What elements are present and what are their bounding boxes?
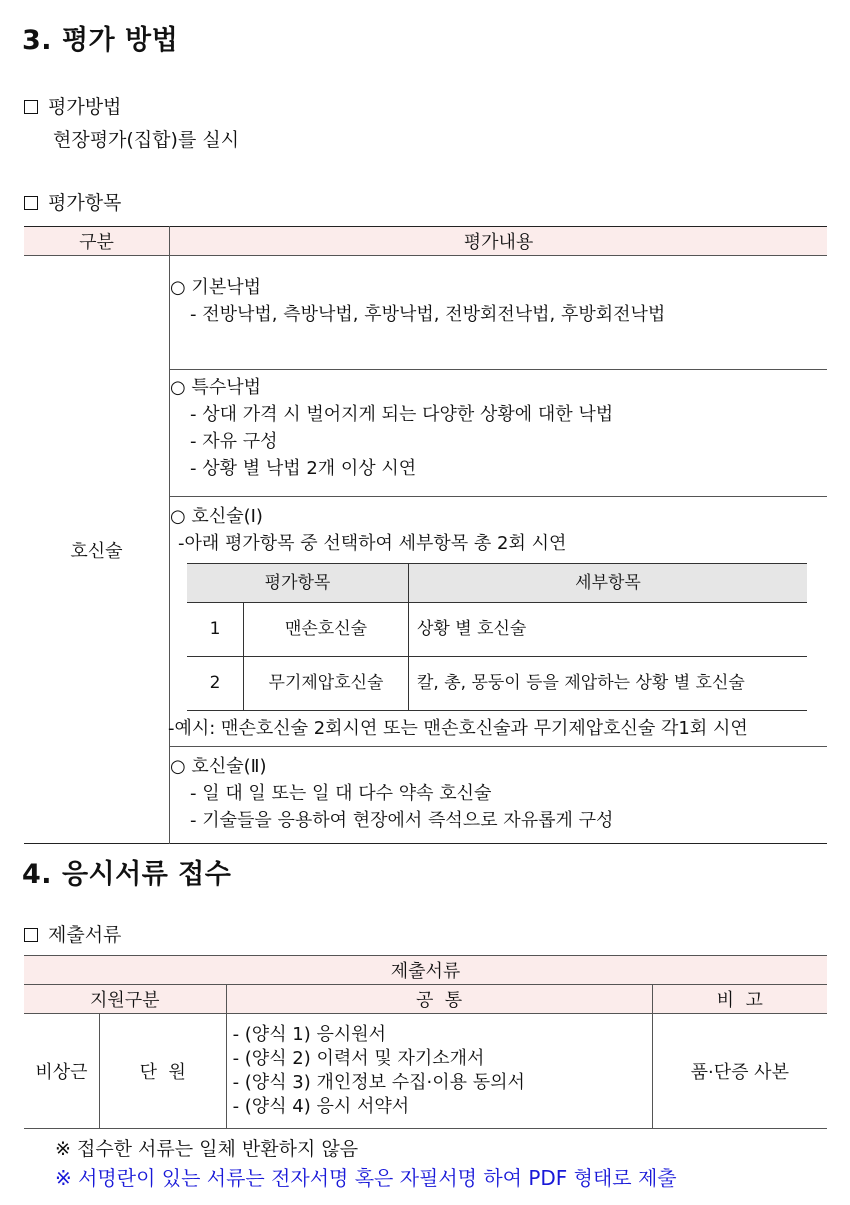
documents-table-title: 제출서류 xyxy=(24,956,827,985)
inner-row-number: 1 xyxy=(187,603,244,657)
evaluation-table xyxy=(24,226,827,844)
applicant-type-2: 단 원 xyxy=(100,1014,227,1129)
checkbox-square-icon xyxy=(24,928,38,942)
inner-row-item: 무기제압호신술 xyxy=(244,657,409,711)
row-line: - 자유 구성 xyxy=(190,431,278,452)
document-item: - (양식 4) 응시 서약서 xyxy=(232,1096,410,1117)
inner-row-item: 맨손호신술 xyxy=(244,603,409,657)
content-row xyxy=(170,370,828,497)
row-line: - 상대 가격 시 벌어지게 되는 다양한 상황에 대한 낙법 xyxy=(190,404,614,425)
section-3-title: 3. 평가 방법 xyxy=(22,25,179,56)
documents-table xyxy=(24,955,827,1129)
row-title: ○ 호신술(Ⅰ) xyxy=(170,506,263,527)
content-row xyxy=(170,497,828,747)
col-header-common: 공 통 xyxy=(226,985,652,1014)
document-item: - (양식 3) 개인정보 수집·이용 동의서 xyxy=(232,1072,525,1093)
document-item: - (양식 2) 이력서 및 자기소개서 xyxy=(232,1048,485,1069)
applicant-type-1: 비상근 xyxy=(24,1014,100,1129)
row-title: ○ 기본낙법 xyxy=(170,277,261,298)
content-row xyxy=(170,747,828,844)
inner-col-header-item: 평가항목 xyxy=(187,564,409,603)
row-line: - 상황 별 낙법 2개 이상 시연 xyxy=(190,458,417,479)
col-header-remarks: 비 고 xyxy=(652,985,827,1014)
row-line: - 기술들을 응용하여 현장에서 즉석으로 자유롭게 구성 xyxy=(190,810,614,831)
col-header-applicant-type: 지원구분 xyxy=(24,985,226,1014)
note-no-return: ※ 접수한 서류는 일체 반환하지 않음 xyxy=(55,1138,359,1160)
items-heading: 평가항목 xyxy=(24,188,121,215)
col-header-content: 평가내용 xyxy=(170,227,828,256)
inner-col-header-detail: 세부항목 xyxy=(409,564,808,603)
row-title: ○ 특수낙법 xyxy=(170,377,261,398)
common-documents xyxy=(226,1014,652,1129)
category-cell: 호신술 xyxy=(24,256,170,844)
row-example: -예시: 맨손호신술 2회시연 또는 맨손호신술과 무기제압호신술 각1회 시연 xyxy=(168,718,748,739)
inner-row-number: 2 xyxy=(187,657,244,711)
row-line: - 전방낙법, 측방낙법, 후방낙법, 전방회전낙법, 후방회전낙법 xyxy=(190,304,666,325)
row-title: ○ 호신술(Ⅱ) xyxy=(170,756,267,777)
inner-row-detail: 칼, 총, 몽둥이 등을 제압하는 상황 별 호신술 xyxy=(409,657,808,711)
checkbox-square-icon xyxy=(24,196,38,210)
remarks-cell: 품·단증 사본 xyxy=(652,1014,827,1129)
section-4-title: 4. 응시서류 접수 xyxy=(22,859,232,890)
checkbox-square-icon xyxy=(24,100,38,114)
inner-row-detail: 상황 별 호신술 xyxy=(409,603,808,657)
method-text: 현장평가(집합)를 실시 xyxy=(53,129,240,151)
document-item: - (양식 1) 응시원서 xyxy=(232,1024,387,1045)
col-header-category: 구분 xyxy=(24,227,170,256)
method-heading: 평가방법 xyxy=(24,92,121,119)
docs-heading: 제출서류 xyxy=(24,920,121,947)
row-intro: -아래 평가항목 중 선택하여 세부항목 총 2회 시연 xyxy=(178,533,567,554)
content-row xyxy=(170,256,828,370)
row-line: - 일 대 일 또는 일 대 다수 약속 호신술 xyxy=(190,783,492,804)
note-signature-pdf: ※ 서명란이 있는 서류는 전자서명 혹은 자필서명 하여 PDF 형태로 제출 xyxy=(55,1166,677,1190)
inner-evaluation-table xyxy=(187,563,807,711)
